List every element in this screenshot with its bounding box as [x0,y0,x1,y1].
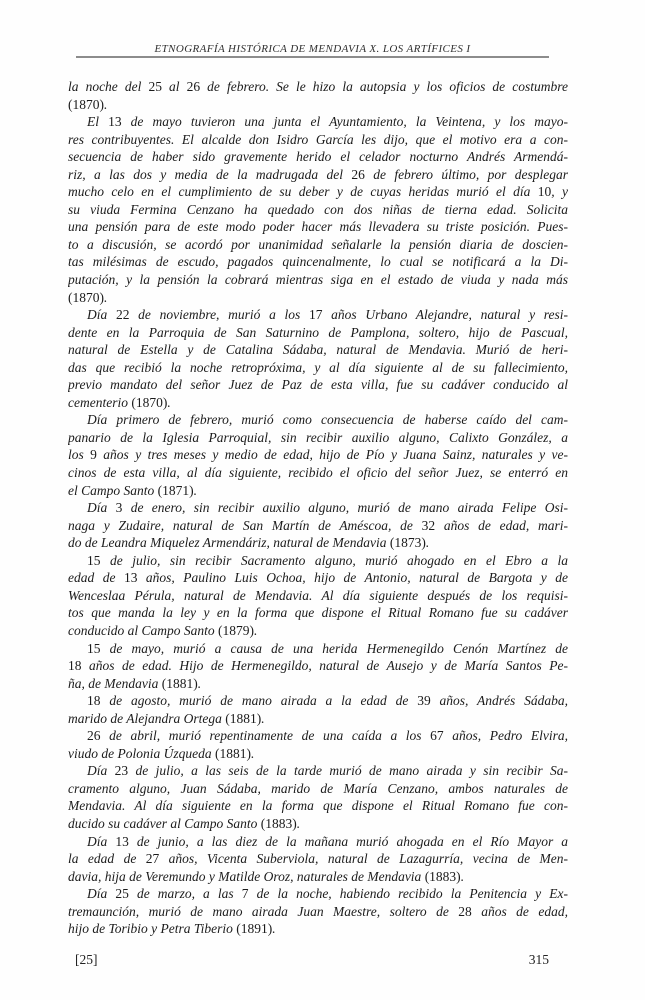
text-line: ña, de Mendavia (1881). [68,675,202,691]
text-line: (1870). [68,289,108,305]
text-line: davia, hija de Veremundo y Matilde Oroz, naturales de Mendavia (1883). [68,868,465,884]
text-line: el Campo Santo (1871). [68,482,197,498]
text-line: das que recibió la noche retropróxima, y al día siguiente al de su fallecimiento, [68,359,568,375]
paragraph [68,692,568,727]
text-line: Día 13 de junio, a las diez de la mañana murió ahogada en el Río Mayor a [87,833,568,849]
text-line: Día 23 de julio, a las seis de la tarde murió de mano airada y sin recibir Sa- [87,763,568,779]
text-block [68,78,568,938]
text-line: Día 25 de marzo, a las 7 de la noche, habiendo recibido la Penitencia y Ex- [87,886,568,902]
header-rule [76,56,549,58]
text-line: (1870). [68,96,108,112]
text-line: Día 3 de enero, sin recibir auxilio alguno, murió de mano airada Felipe Osi- [87,500,568,516]
text-line: putación, y la pensión la cobrará mientras siga en el estado de viuda y nada más [68,272,568,288]
text-line: marido de Alejandra Ortega (1881). [68,710,265,726]
text-line: la edad de 27 años, Vicenta Suberviola, natural de Lazagurría, vecina de Men- [68,851,568,867]
text-line: 15 de mayo, murió a causa de una herida Hermenegildo Cenón Martínez de [87,640,568,656]
paragraph [68,552,568,640]
text-line: tremaunción, murió de mano airada Juan Maestre, soltero de 28 años de edad, [68,903,568,919]
paragraph [68,640,568,693]
paragraph [68,113,568,306]
running-header-title: ETNOGRAFÍA HISTÓRICA DE MENDAVIA X. LOS ARTÍFICES I [154,43,471,55]
text-line: Día primero de febrero, murió como consecuencia de haberse caído del cam- [87,412,568,428]
text-line: mucho celo en el cumplimiento de su deber y de cuyas heridas murió el día 10, y [68,184,568,200]
page-footer [75,952,549,968]
text-line: los 9 años y tres meses y medio de edad, hijo de Pío y Juana Sainz, naturales y ve- [68,447,568,463]
text-line: cramento alguno, Juan Sádaba, marido de María Cenzano, ambos naturales de [68,780,568,796]
text-line: do de Leandra Miquelez Armendáriz, natural de Mendavia (1873). [68,535,430,551]
text-line: riz, a las dos y media de la madrugada del 26 de febrero último, por desplegar [68,166,568,182]
page-number: 315 [528,952,549,967]
footnote-marker: [25] [75,952,98,967]
text-line: tos que manda la ley y en la forma que dispone el Ritual Romano fue su cadáver [68,605,568,621]
text-line: la noche del 25 al 26 de febrero. Se le hizo la autopsia y los oficios de costumbre [68,79,568,94]
text-line: Día 22 de noviembre, murió a los 17 años Urbano Alejandre, natural y resi- [87,307,568,323]
paragraph [68,762,568,832]
paragraph [68,727,568,762]
paragraph [68,306,568,411]
text-line: 26 de abril, murió repentinamente de una caída a los 67 años, Pedro Elvira, [87,728,568,744]
text-line: El 13 de mayo tuvieron una junta el Ayuntamiento, la Veintena, y los mayo- [87,114,568,130]
text-line: to a discusión, se acordó por unanimidad señalarle la pensión diaria de doscien- [68,236,568,252]
text-line: tas milésimas de escudo, pagados quincenalmente, lo cual se notificará a la Di- [68,254,568,270]
text-line: ducido su cadáver al Campo Santo (1883). [68,815,301,831]
text-line: una pensión para de este modo poder hacer más llevadera su triste posición. Pues- [68,219,568,235]
paragraph [68,499,568,552]
text-line: 15 de julio, sin recibir Sacramento alguno, murió ahogado en el Ebro a la [87,552,568,568]
text-line: hijo de Toribio y Petra Tiberio (1891). [68,921,276,937]
paragraph [68,78,568,113]
text-line: conducido al Campo Santo (1879). [68,622,258,638]
text-line: panario de la Iglesia Parroquial, sin recibir auxilio alguno, Calixto González, a [68,429,568,445]
text-line: 18 años de edad. Hijo de Hermenegildo, natural de Ausejo y de María Santos Pe- [68,658,568,674]
text-line: natural de Estella y de Catalina Sádaba, natural de Mendavia. Murió de heri- [68,342,568,358]
paragraph [68,885,568,938]
text-line: res contribuyentes. El alcalde don Isidro García les dijo, que el motivo era a con- [68,131,568,147]
text-line: su viuda Fermina Cenzano ha quedado con dos niñas de tierna edad. Solicita [68,201,568,217]
text-line: 18 de agosto, murió de mano airada a la edad de 39 años, Andrés Sádaba, [87,693,568,709]
text-line: secuencia de haber sido gravemente herido el celador nocturno Andrés Armendá- [68,149,568,165]
text-line: cinos de esta villa, al día siguiente, recibido el oficio del señor Juez, se enterró en [68,465,568,481]
paragraph [68,411,568,499]
text-line: cementerio (1870). [68,394,171,410]
text-line: viudo de Polonia Úzqueda (1881). [68,745,255,761]
text-line: Wenceslaa Pérula, natural de Mendavia. Al día siguiente después de los requisi- [68,587,568,603]
text-line: naga y Zudaire, natural de San Martín de Améscoa, de 32 años de edad, mari- [68,517,568,533]
text-line: dente en la Parroquia de San Saturnino de Pamplona, soltero, hijo de Pascual, [68,324,568,340]
text-line: previo mandato del señor Juez de Paz de esta villa, fue su cadáver conducido al [68,377,568,393]
paragraph [68,833,568,886]
text-line: Mendavia. Al día siguiente en la forma que dispone el Ritual Romano fue con- [68,798,568,814]
text-line: edad de 13 años, Paulino Luis Ochoa, hijo de Antonio, natural de Bargota y de [68,570,568,586]
